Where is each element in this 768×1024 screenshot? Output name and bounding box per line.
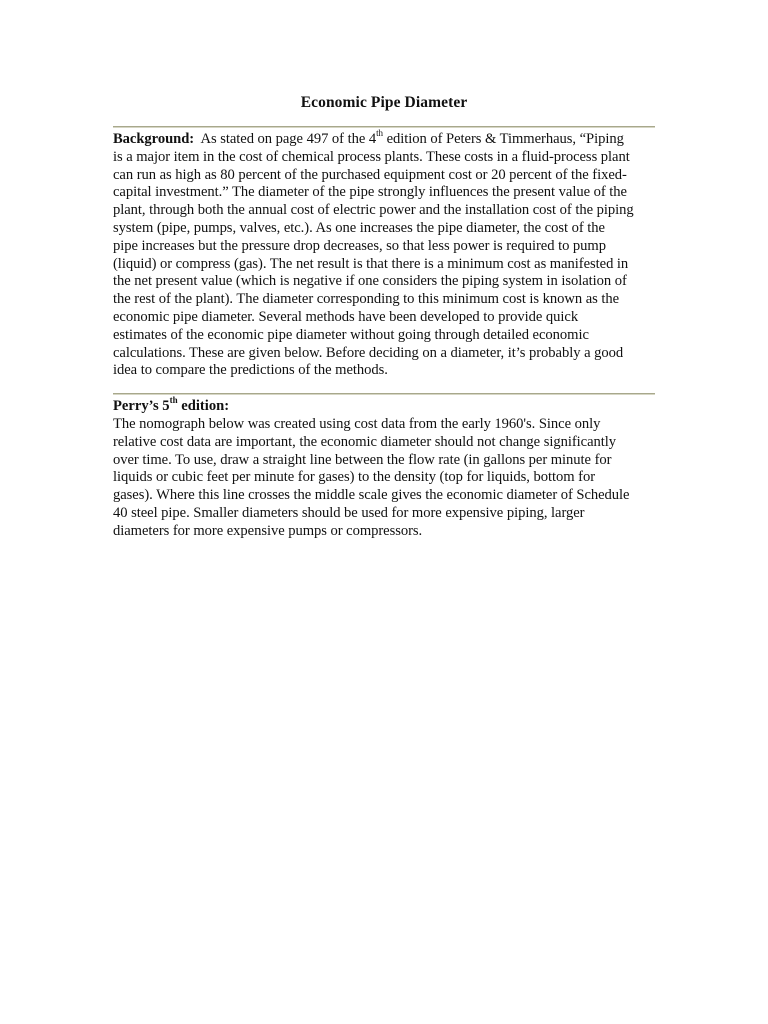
background-line: system (pipe, pumps, valves, etc.). As one increases the pipe diameter, the cost of the: [113, 219, 605, 236]
background-text-rest: edition of Peters & Timmerhaus, “Piping: [383, 131, 624, 147]
background-line: can run as high as 80 percent of the purchased equipment cost or 20 percent of the fixed-: [113, 166, 627, 183]
background-text-start: As stated on page 497 of the 4: [194, 131, 377, 147]
document-title: Economic Pipe Diameter: [300, 94, 468, 111]
background-line: capital investment.” The diameter of the pipe strongly influences the present value of the: [113, 184, 627, 201]
background-line: plant, through both the annual cost of electric power and the installation cost of the piping: [113, 202, 634, 219]
perry-heading-end: edition:: [177, 398, 230, 414]
perry-line: over time. To use, draw a straight line between the flow rate (in gallons per minute for: [113, 451, 612, 468]
perry-line: liquids or cubic feet per minute for gases) to the density (top for liquids, bottom for: [113, 469, 596, 486]
perry-line: diameters for more expensive pumps or compressors.: [113, 522, 423, 539]
background-superscript: th: [376, 128, 384, 139]
section-divider: [113, 393, 655, 395]
perry-paragraph: [113, 416, 659, 541]
background-line: pipe increases but the pressure drop decreases, so that less power is required to pump: [113, 237, 606, 254]
perry-heading-superscript: th: [169, 395, 178, 406]
background-paragraph: [113, 128, 659, 380]
background-line: [113, 128, 659, 149]
background-line: estimates of the economic pipe diameter without going through detailed economic: [113, 326, 589, 343]
background-line: the net present value (which is negative if one considers the piping system in isolation of: [113, 273, 627, 290]
background-line: (liquid) or compress (gas). The net result is that there is a minimum cost as manifested in: [113, 255, 629, 272]
section-divider: [113, 126, 655, 128]
perry-line: 40 steel pipe. Smaller diameters should be used for more expensive piping, larger: [113, 504, 585, 521]
perry-line: relative cost data are important, the economic diameter should not change significantly: [113, 433, 617, 450]
background-line: is a major item in the cost of chemical process plants. These costs in a fluid-process plant: [113, 148, 630, 165]
background-label: Background:: [113, 131, 195, 147]
perry-line: gases). Where this line crosses the middle scale gives the economic diameter of Schedule: [113, 487, 630, 504]
background-line: idea to compare the predictions of the methods.: [113, 362, 388, 379]
background-line: economic pipe diameter. Several methods have been developed to provide quick: [113, 308, 579, 325]
background-line: calculations. These are given below. Before deciding on a diameter, it’s probably a good: [113, 344, 624, 361]
background-line: the rest of the plant). The diameter corresponding to this minimum cost is known as the: [113, 291, 620, 308]
perry-heading: [113, 395, 230, 416]
perry-heading-start: Perry’s 5: [113, 398, 170, 414]
perry-line: The nomograph below was created using cost data from the early 1960's. Since only: [113, 416, 601, 432]
